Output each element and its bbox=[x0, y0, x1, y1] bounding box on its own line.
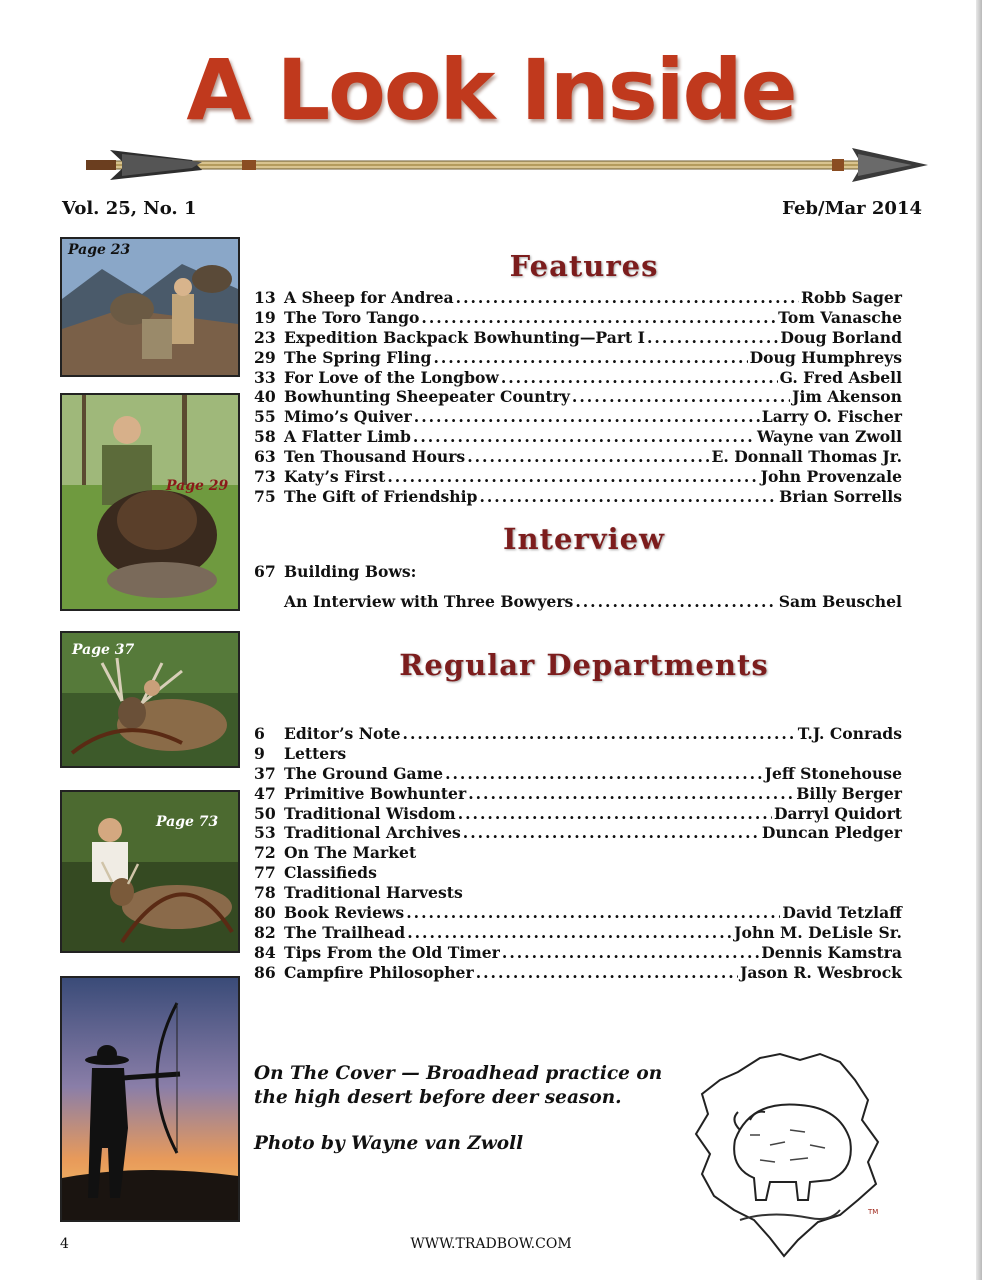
issue-date: Feb/Mar 2014 bbox=[782, 198, 922, 219]
toc-entry[interactable]: 9 Letters bbox=[254, 743, 347, 763]
buffalo-arrowhead-logo-icon bbox=[690, 1050, 890, 1260]
departments-list bbox=[254, 724, 902, 983]
photo-page-label: Page 37 bbox=[72, 642, 135, 658]
photo-page-label: Page 29 bbox=[166, 478, 229, 494]
toc-entry[interactable]: 40 Bowhunting Sheepeater Country ..... Jim Akenson bbox=[254, 387, 902, 407]
toc-entry[interactable]: 84 Tips From the Old Timer ..... Dennis Kamstra bbox=[254, 943, 902, 963]
toc-entry[interactable]: 78 Traditional Harvests bbox=[254, 883, 463, 903]
toc-entry[interactable]: 13 A Sheep for Andrea ..... Robb Sager bbox=[254, 288, 902, 308]
arrow-divider-icon bbox=[62, 140, 928, 190]
toc-entry[interactable]: 63 Ten Thousand Hours ..... E. Donnall Thomas Jr. bbox=[254, 447, 902, 467]
page-edge-shadow bbox=[976, 0, 982, 1280]
toc-entry[interactable]: 55 Mimo’s Quiver ..... Larry O. Fischer bbox=[254, 407, 902, 427]
toc-entry[interactable]: 67 Building Bows: bbox=[254, 562, 417, 581]
interview-heading: Interview bbox=[502, 522, 666, 556]
photo-page-label: Page 23 bbox=[68, 242, 131, 258]
toc-entry[interactable]: 86 Campfire Philosopher ..... Jason R. Wesbrock bbox=[254, 963, 902, 983]
website-url[interactable]: WWW.TRADBOW.COM bbox=[410, 1236, 572, 1252]
toc-entry[interactable]: 23 Expedition Backpack Bowhunting—Part I ..... Doug Borland bbox=[254, 328, 902, 348]
features-list bbox=[254, 288, 902, 507]
photo-page-label: Page 73 bbox=[156, 814, 219, 830]
trademark-mark: TM bbox=[868, 1208, 879, 1216]
toc-entry[interactable]: 58 A Flatter Limb ..... Wayne van Zwoll bbox=[254, 427, 902, 447]
toc-entry[interactable]: 82 The Trailhead ..... John M. DeLisle Sr. bbox=[254, 923, 902, 943]
toc-entry[interactable]: 75 The Gift of Friendship ..... Brian Sorrells bbox=[254, 487, 902, 507]
toc-entry[interactable]: 80 Book Reviews ..... David Tetzlaff bbox=[254, 903, 902, 923]
toc-entry[interactable]: 37 The Ground Game ..... Jeff Stonehouse bbox=[254, 764, 902, 784]
toc-entry-continued[interactable]: An Interview with Three Bowyers ..... Sam Beuschel bbox=[254, 592, 902, 612]
cover-photo-credit: Photo by Wayne van Zwoll bbox=[254, 1133, 524, 1154]
toc-entry[interactable]: 72 On The Market bbox=[254, 843, 417, 863]
toc-entry[interactable]: 53 Traditional Archives ..... Duncan Pledger bbox=[254, 823, 902, 843]
cover-caption: On The Cover — Broadhead practice on the high desert before deer season. bbox=[254, 1063, 663, 1108]
volume-number: Vol. 25, No. 1 bbox=[62, 198, 197, 219]
photo-cover-archer[interactable] bbox=[60, 976, 240, 1222]
toc-entry[interactable]: 33 For Love of the Longbow ..... G. Fred Asbell bbox=[254, 368, 902, 388]
toc-entry[interactable]: 50 Traditional Wisdom ..... Darryl Quidort bbox=[254, 804, 902, 824]
toc-entry[interactable]: 19 The Toro Tango ..... Tom Vanasche bbox=[254, 308, 902, 328]
photo-sheep-hunters[interactable] bbox=[60, 237, 240, 377]
toc-entry[interactable]: 6 Editor’s Note ..... T.J. Conrads bbox=[254, 724, 902, 744]
toc-entry[interactable]: 47 Primitive Bowhunter ..... Billy Berger bbox=[254, 784, 902, 804]
toc-entry[interactable]: 73 Katy’s First ..... John Provenzale bbox=[254, 467, 902, 487]
toc-entry[interactable]: 29 The Spring Fling ..... Doug Humphreys bbox=[254, 348, 902, 368]
photo-elk-hunter[interactable] bbox=[60, 631, 240, 768]
features-heading: Features bbox=[509, 249, 659, 283]
photo-deer-hunter[interactable] bbox=[60, 790, 240, 953]
photo-turkey-hunter[interactable] bbox=[60, 393, 240, 611]
departments-heading: Regular Departments bbox=[399, 648, 769, 682]
page-title: A Look Inside bbox=[186, 41, 796, 139]
toc-entry[interactable]: 77 Classifieds bbox=[254, 863, 377, 883]
page-number: 4 bbox=[60, 1236, 69, 1252]
interview-list bbox=[254, 562, 902, 612]
